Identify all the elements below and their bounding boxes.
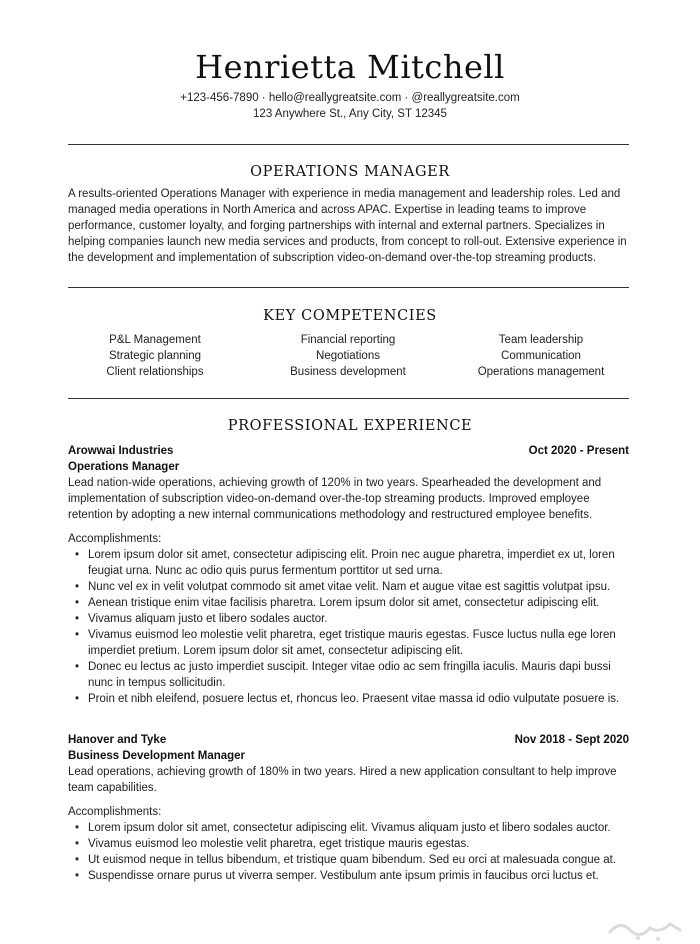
competencies-heading: KEY COMPETENCIES <box>263 308 437 324</box>
list-item: • Vivamus aliquam justo et libero sodales auctor. <box>88 611 630 627</box>
accomplishments-label: Accomplishments: <box>68 533 162 545</box>
summary-heading: OPERATIONS MANAGER <box>250 164 450 180</box>
contact-info: +123-456-7890 · hello@reallygreatsite.com · @reallygreatsite.com <box>180 92 520 104</box>
summary-text: A results-oriented Operations Manager with experience in media management and leadership roles. Led and managed media operations in North America and across APAC. Expertise in leading teams to improve performance, customer loyalty, and forging partnerships with internal and external partners. Specializes in helping companies launch new media services and products, from concept to roll-out. Extensive experience in the development and implementation of subscription video-on-demand over-the-top streaming products. <box>68 188 627 264</box>
job-dates: Oct 2020 - Present <box>528 445 629 457</box>
accomplishments-label: Accomplishments: <box>68 806 162 818</box>
list-item: • Ut euismod neque in tellus bibendum, et tristique quam bibendum. Sed eu orci at malesuada congue at. <box>88 852 630 868</box>
competency-item: Operations management <box>477 366 605 378</box>
company-name: Arowwai Industries <box>68 445 174 457</box>
resume-name: Henrietta Mitchell <box>195 48 505 86</box>
competency-item: Client relationships <box>106 366 204 378</box>
list-item: • Proin et nibh eleifend, posuere lectus et, rhoncus leo. Praesent vitae massa id odio vulputate posuere is. <box>88 691 630 707</box>
accomplishments-list <box>68 820 630 884</box>
competency-item: Communication <box>501 350 581 362</box>
list-item: • Vivamus euismod leo molestie velit pharetra, eget tristique mauris egestas. Fusce luctus nulla ege loren imperdiet pretium. Lorem ipsum dolor sit amet, consectetur adipiscing elit. <box>88 627 630 659</box>
job-header <box>68 445 629 457</box>
list-item: • Aenean tristique enim vitae facilisis pharetra. Lorem ipsum dolor sit amet, consectetur adipiscing elit. <box>88 595 630 611</box>
address: 123 Anywhere St., Any City, ST 12345 <box>253 108 447 120</box>
competency-column <box>253 332 443 380</box>
job-description: Lead operations, achieving growth of 180% in two years. Hired a new application consultant to help improve team capabilities. <box>68 766 617 794</box>
list-item: • Lorem ipsum dolor sit amet, consectetur adipiscing elit. Vivamus aliquam justo et libero sodales auctor. <box>88 820 630 836</box>
competency-column <box>60 332 250 380</box>
job-header <box>68 734 629 746</box>
list-item: • Nunc vel ex in velit volutpat commodo sit amet vitae velit. Nam et augue vitae est sagittis volutpat ipsu. <box>88 579 630 595</box>
competency-item: Business development <box>290 366 406 378</box>
experience-heading: PROFESSIONAL EXPERIENCE <box>227 418 473 434</box>
competency-item: Strategic planning <box>108 350 202 362</box>
watermark-logo-icon <box>600 912 690 942</box>
competency-item: Financial reporting <box>300 334 396 346</box>
competency-item: Team leadership <box>498 334 584 346</box>
job-dates: Nov 2018 - Sept 2020 <box>514 734 629 746</box>
job-description: Lead nation-wide operations, achieving growth of 120% in two years. Spearheaded the development and implementation of subscription video-on-demand over-the-top streaming products. Improved employee retention by adopting a new internal communications methodology and restructured employee benefits. <box>68 477 602 521</box>
company-name: Hanover and Tyke <box>68 734 167 746</box>
divider <box>68 287 629 288</box>
divider <box>68 144 629 145</box>
job-title: Operations Manager <box>68 461 180 473</box>
job-title: Business Development Manager <box>68 750 246 762</box>
accomplishments-list <box>68 547 630 707</box>
competency-item: P&L Management <box>109 334 201 346</box>
list-item: • Suspendisse ornare purus ut viverra semper. Vestibulum ante ipsum primis in faucibus orci luctus et. <box>88 868 630 884</box>
list-item: • Donec eu lectus ac justo imperdiet suscipit. Integer vitae odio ac sem fringilla iaculis. Mauris dapi bussi nunc in tempus sollicitudin. <box>88 659 630 691</box>
list-item: • Vivamus euismod leo molestie velit pharetra, eget tristique mauris egestas. <box>88 836 630 852</box>
competency-column <box>446 332 636 380</box>
competency-item: Negotiations <box>316 350 380 362</box>
divider <box>68 398 629 399</box>
list-item: • Lorem ipsum dolor sit amet, consectetur adipiscing elit. Proin nec augue pharetra, imperdiet ex ut, loren feugiat urna. Nunc ac odio quis purus fermentum porttitor ut sed urna. <box>88 547 630 579</box>
